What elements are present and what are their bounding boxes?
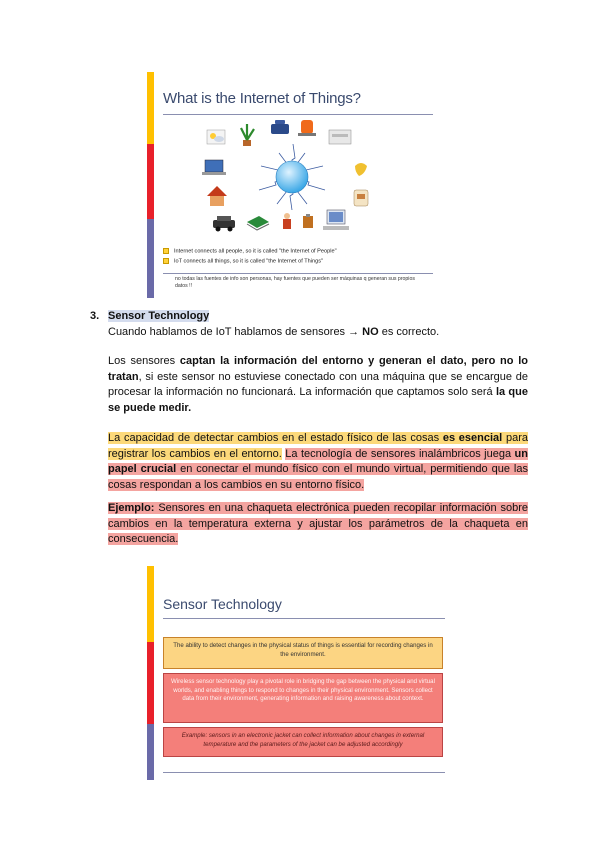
title-divider: [163, 618, 445, 619]
p1-text: Cuando hablamos de IoT hablamos de sensores →: [108, 326, 363, 338]
footer-divider: [163, 273, 433, 274]
p2-text-2: , si este sensor no estuviese conectado con una máquina que se encargue de procesar la información no funcionará. La información que captamos solo será: [108, 370, 528, 398]
p2-bold-1: captan la información del entorno y generan el dato, pero no lo tratan: [108, 355, 529, 383]
p3-highlight-red-2: en conectar el mundo físico con el mundo virtual, permitiendo que las cosas respondan a los cambios en su entorno físico.: [108, 463, 528, 491]
bullet-item: [163, 248, 337, 254]
plant-icon: [241, 124, 254, 146]
car-icon: [213, 216, 235, 232]
alarm-light-icon: [298, 120, 316, 136]
slide-bar-red: [147, 642, 154, 724]
bullet-text: Internet connects all people, so it is called "the Internet of People": [174, 248, 337, 255]
slide-title: Sensor Technology: [163, 596, 282, 612]
handwritten-note: no todas las fuentes de info son personas, hay fuentes que pueden ser máquinas q generan sus propios datos !!: [175, 276, 415, 289]
wireless-box: Wireless sensor technology play a pivotal role in bridging the gap between the physical and virtual worlds, and enabling things to respond to changes in their physical environment. Sensors collect data from their environment, generating information and raising awareness about context.: [163, 673, 443, 723]
phone-icon: [271, 120, 289, 134]
globe-icon: [276, 161, 308, 193]
bullet-square-icon: [163, 248, 169, 254]
computer-icon: [323, 210, 349, 230]
p3-highlight-yellow-bold: es esencial: [442, 432, 503, 444]
box-icon: [303, 214, 313, 228]
p3-highlight-red-bold: un papel crucial: [108, 447, 528, 475]
p3-highlight-yellow-1: La capacidad de detectar cambios en el estado físico de las cosas: [108, 432, 443, 444]
example-box: Example: sensors in an electronic jacket can collect information about changes in external temperature and the parameters of the jacket can be adjusted accordingly: [163, 727, 443, 757]
p1-tail: es correcto.: [378, 326, 440, 338]
paragraph-1: [108, 325, 528, 341]
meter-icon: [354, 190, 368, 206]
bullet-text: IoT connects all things, so it is called "the Internet of Things": [174, 258, 323, 265]
section-heading: [90, 310, 209, 322]
laptop-icon: [202, 160, 226, 175]
paragraph-3: [108, 431, 528, 493]
slide-bar-purple: [147, 219, 154, 298]
slide-bar-yellow: [147, 566, 154, 642]
weather-icon: [207, 130, 225, 144]
bullet-square-icon: [163, 258, 169, 264]
slide-bar-yellow: [147, 72, 154, 144]
p1-bold: NO: [362, 326, 379, 338]
p3-highlight-yellow-2: para registrar los cambios en el entorno.: [108, 432, 528, 460]
p2-text-1: Los sensores: [108, 355, 180, 367]
section-number: 3.: [90, 310, 100, 322]
slide-title: What is the Internet of Things?: [163, 90, 361, 107]
paragraph-2: [108, 354, 528, 416]
appliance-icon: [329, 130, 351, 144]
slide-sensor-technology: [147, 566, 447, 780]
p4-bold: Ejemplo:: [108, 502, 155, 514]
person-icon: [283, 213, 291, 229]
p2-bold-2: la que se puede medir.: [108, 386, 528, 414]
footer-divider: [163, 772, 445, 773]
slide-bar-purple: [147, 724, 154, 780]
house-icon: [207, 186, 227, 206]
paragraph-4: [108, 501, 528, 548]
slide-bar-red: [147, 144, 154, 219]
title-divider: [163, 114, 433, 115]
definition-box: The ability to detect changes in the physical status of things is essential for recording changes in the environment.: [163, 637, 443, 669]
section-title: Sensor Technology: [108, 310, 210, 322]
p4-text: Sensores en una chaqueta electrónica pueden recopilar información sobre cambios en la temperatura externa y ajustar los parámetros de la chaqueta en consecuencia.: [108, 502, 528, 545]
slide-iot: [147, 72, 437, 298]
books-icon: [247, 216, 269, 230]
iot-diagram: [187, 118, 397, 236]
p3-highlight-red-1: La tecnología de sensores inalámbricos juega: [285, 447, 515, 460]
bullet-item: [163, 258, 323, 264]
pet-icon: [355, 163, 367, 176]
